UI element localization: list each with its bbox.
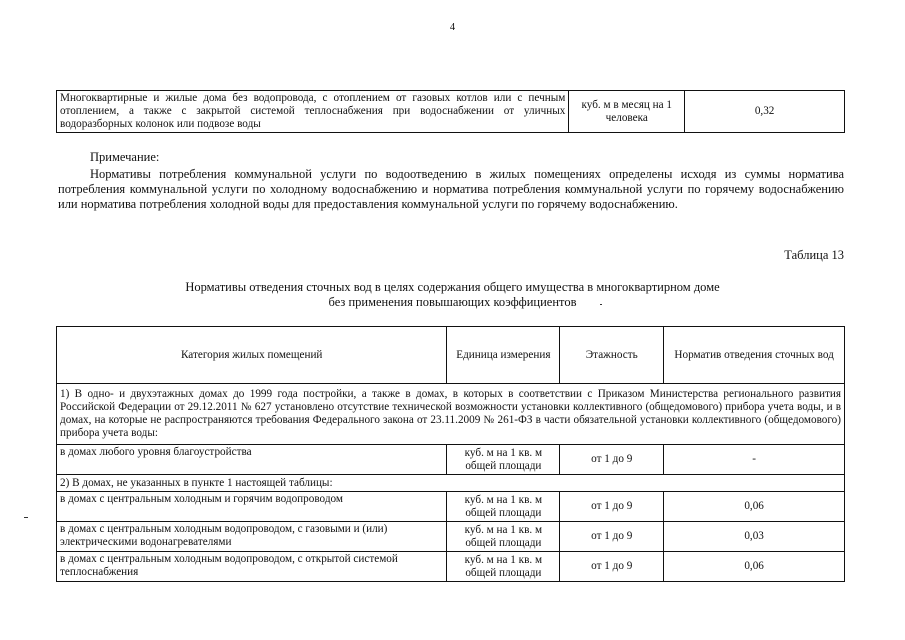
unit-cell: куб. м на 1 кв. м общей площади (447, 552, 560, 582)
unit-cell: куб. м в месяц на 1 человека (569, 91, 685, 133)
note-heading: Примечание: (90, 150, 160, 164)
scan-mark (600, 304, 602, 305)
section-1-text: 1) В одно- и двухэтажных домах до 1999 года постройки, а также в домах, в которых в соответствии с Приказом Министерства регионального развития Российской Федерации от 29.12.2011 № 627 установлено отсутствие технической возможности установки коллективного (общедомового) прибора учета воды, и в домах, на которые не распространяются требования Федерального закона от 23.11.2009 № 261-ФЗ в части обязательной установки коллективного (общедомового) прибора учета воды: (57, 384, 845, 445)
category-cell: в домах любого уровня благоустройства (57, 445, 447, 475)
value-cell: 0,32 (685, 91, 845, 133)
table-row (57, 445, 845, 475)
scan-mark (24, 517, 28, 518)
category-cell: Многоквартирные и жилые дома без водопровода, с отоплением от газовых котлов или с печным отоплением, а также с закрытой системой теплоснабжения при водоснабжении от уличных водоразборных колонок или подвозе воды (57, 91, 569, 133)
header-category: Категория жилых помещений (57, 327, 447, 384)
table-title (120, 280, 785, 310)
value-cell: - (664, 445, 845, 475)
page-number: 4 (449, 22, 456, 33)
unit-cell: куб. м на 1 кв. м общей площади (447, 492, 560, 522)
floors-cell: от 1 до 9 (560, 492, 664, 522)
section-row (57, 475, 845, 492)
value-cell: 0,06 (664, 492, 845, 522)
note-text: Нормативы потребления коммунальной услуги по водоотведению в жилых помещениях определены исходя из суммы норматива потребления коммунальной услуги по холодному водоснабжению и норматива потребления коммунальной услуги по горячему водоснабжению или норматива потребления холодной воды для предоставления коммунальной услуги по горячему водоснабжению. (58, 167, 844, 211)
header-floors: Этажность (560, 327, 664, 384)
header-unit: Единица измерения (447, 327, 560, 384)
table-title-line1: Нормативы отведения сточных вод в целях содержания общего имущества в многоквартирном доме (185, 280, 720, 294)
table-row (57, 552, 845, 582)
value-cell: 0,03 (664, 522, 845, 552)
floors-cell: от 1 до 9 (560, 552, 664, 582)
table-row (57, 492, 845, 522)
section-2-text: 2) В домах, не указанных в пункте 1 настоящей таблицы: (57, 475, 845, 492)
unit-cell: куб. м на 1 кв. м общей площади (447, 445, 560, 475)
category-cell: в домах с центральным холодным водопроводом, с открытой системой теплоснабжения (57, 552, 447, 582)
table-row (57, 522, 845, 552)
table-title-line2: без применения повышающих коэффициентов (328, 295, 577, 309)
category-cell: в домах с центральным холодным и горячим водопроводом (57, 492, 447, 522)
section-row (57, 384, 845, 445)
value-cell: 0,06 (664, 552, 845, 582)
table-row (57, 91, 845, 133)
top-norm-table (56, 90, 845, 133)
floors-cell: от 1 до 9 (560, 445, 664, 475)
floors-cell: от 1 до 9 (560, 522, 664, 552)
header-row (57, 327, 845, 384)
table-label: Таблица 13 (784, 248, 844, 262)
category-cell: в домах с центральным холодным водопроводом, с газовыми и (или) электрическими водонагревателями (57, 522, 447, 552)
unit-cell: куб. м на 1 кв. м общей площади (447, 522, 560, 552)
header-norm: Норматив отведения сточных вод (664, 327, 845, 384)
wastewater-norms-table (56, 326, 845, 582)
